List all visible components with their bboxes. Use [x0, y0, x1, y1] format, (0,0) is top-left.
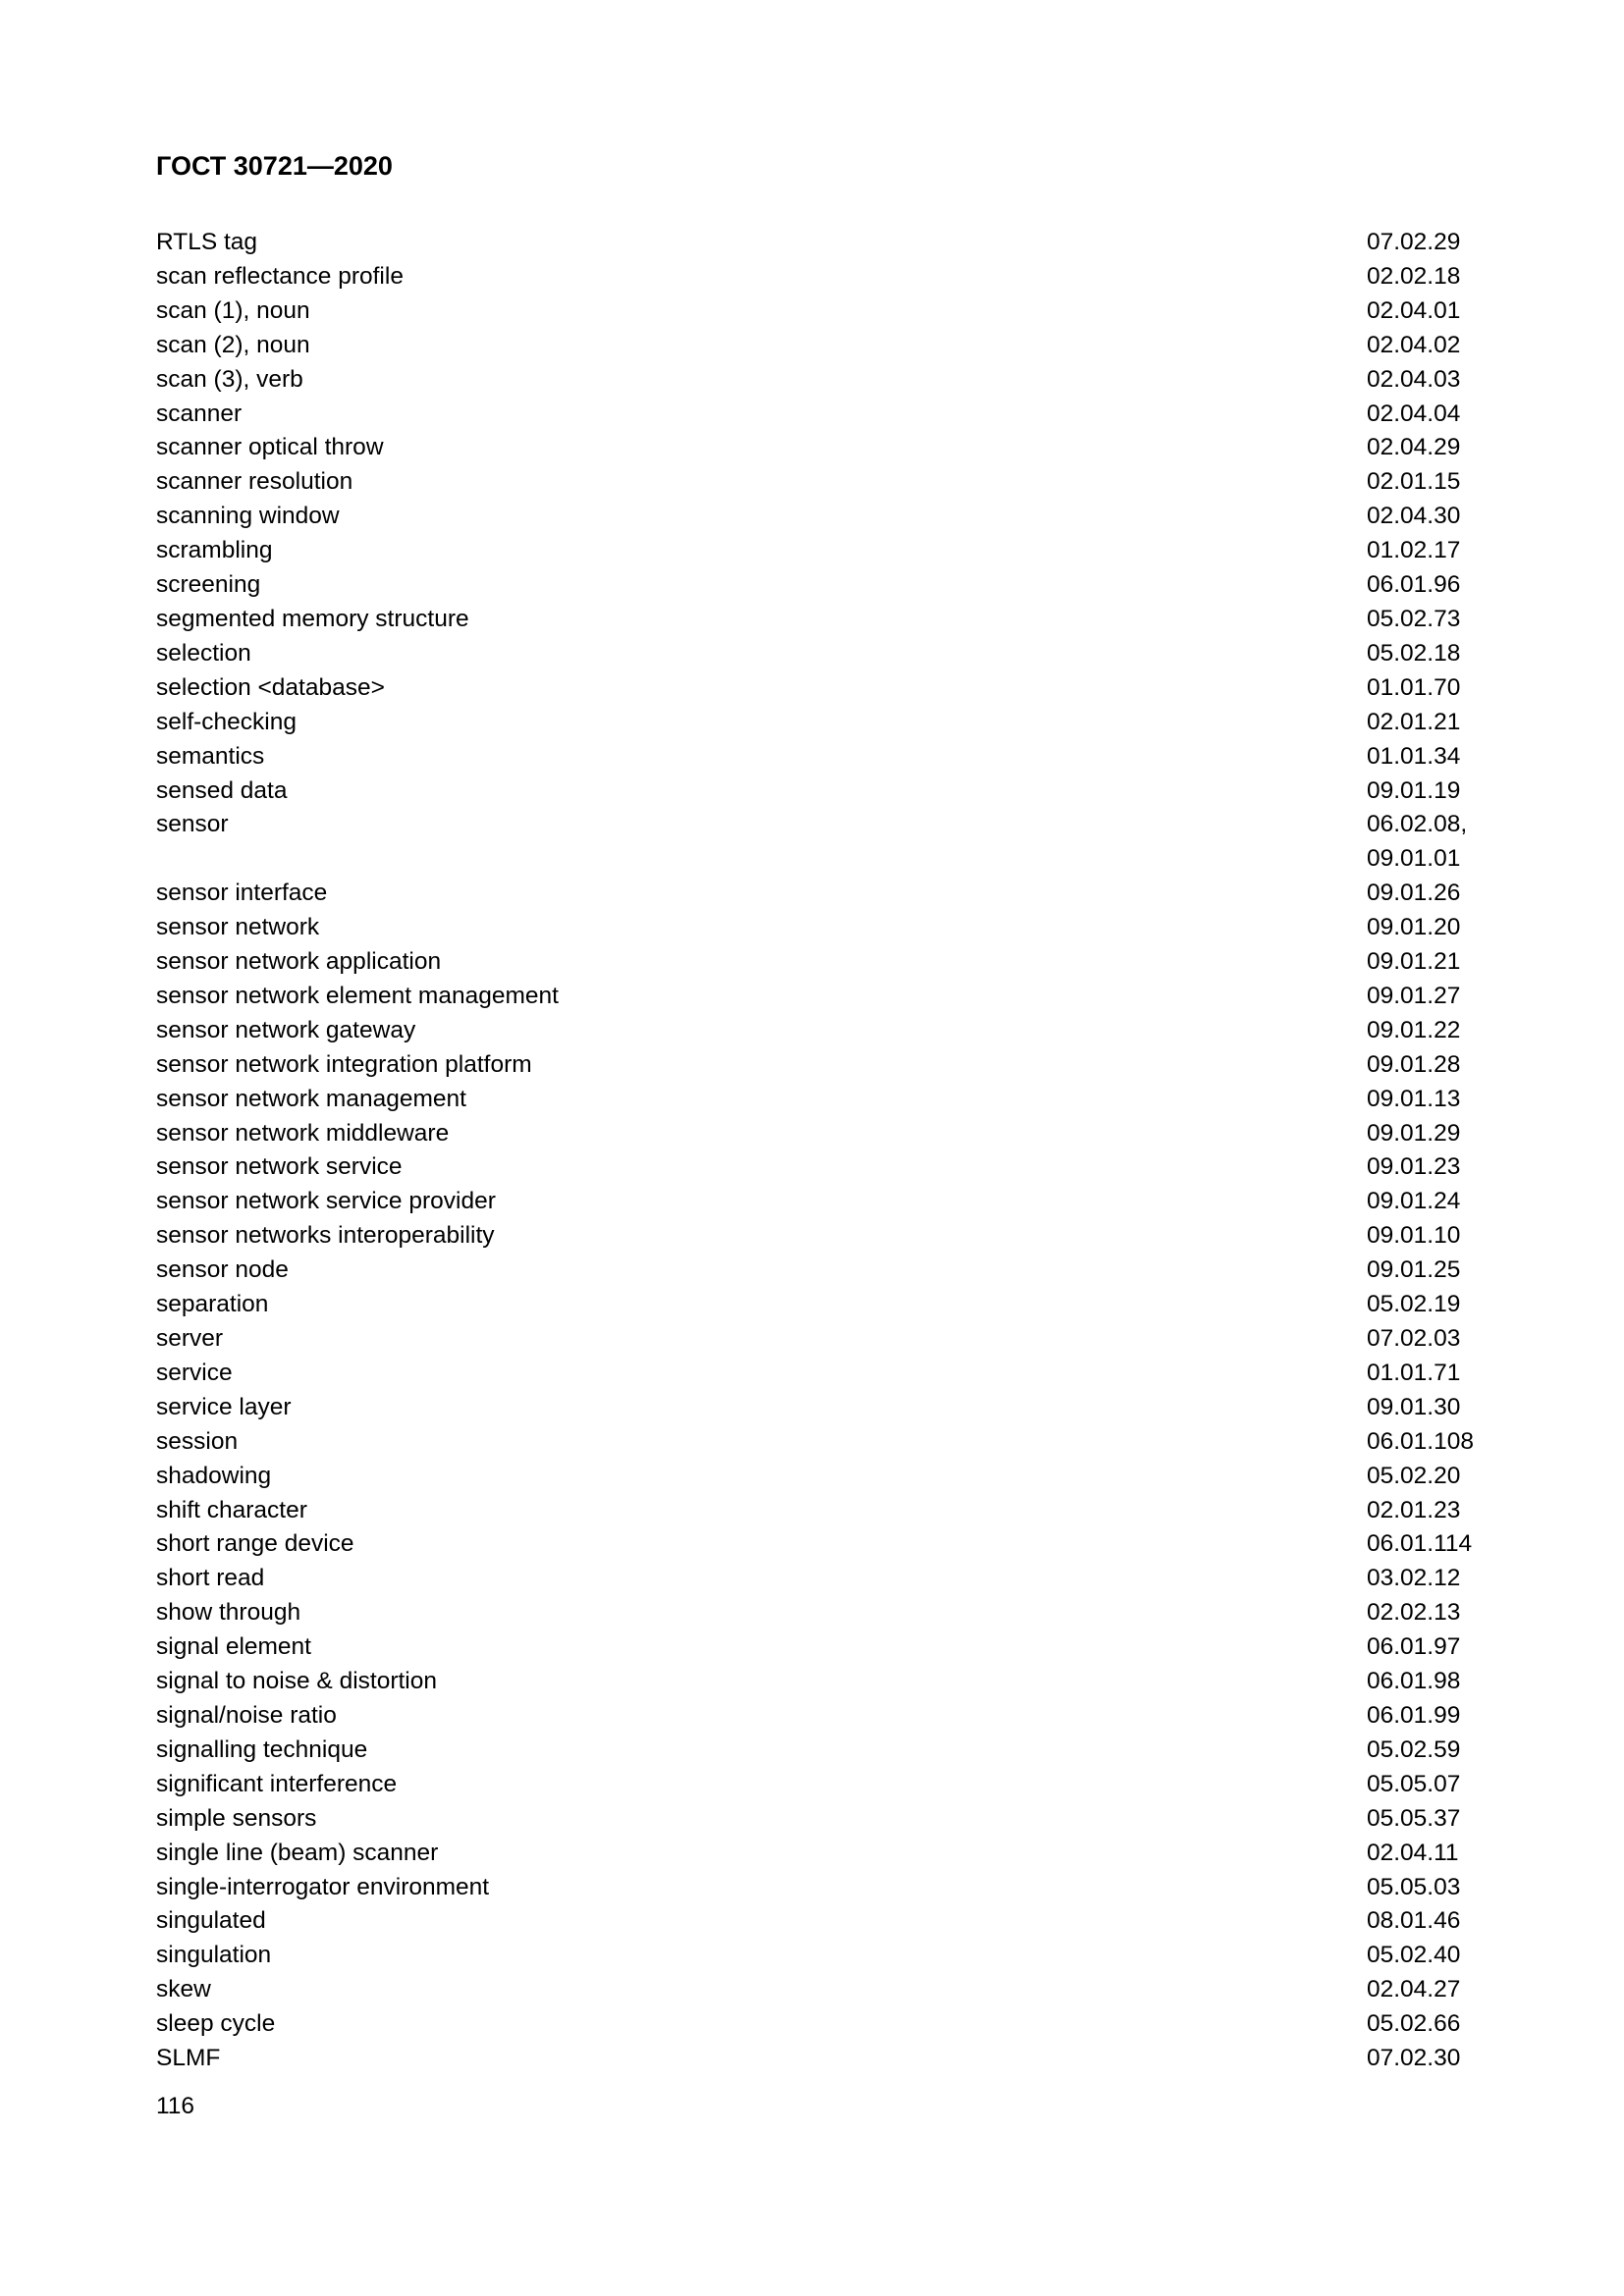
index-entry-row — [156, 363, 1491, 398]
index-term-reference-number: 02.04.04 — [1367, 400, 1461, 427]
index-term-references — [1367, 500, 1491, 534]
index-term: sensor — [156, 811, 229, 838]
index-term-reference-number: 06.01.97 — [1367, 1633, 1461, 1661]
index-term-reference-number: 02.01.15 — [1367, 468, 1461, 496]
index-term: selection <database> — [156, 673, 385, 701]
index-term-reference-number: 05.02.40 — [1367, 1942, 1461, 1969]
index-term: scan (3), verb — [156, 365, 303, 393]
index-term-reference-number: 09.01.29 — [1367, 1119, 1461, 1147]
index-term: sensor node — [156, 1256, 289, 1284]
index-term-references — [1367, 1254, 1491, 1288]
index-term-references — [1367, 568, 1491, 603]
index-term-references — [1367, 1117, 1491, 1151]
index-term: signal element — [156, 1633, 311, 1661]
index-term-references — [1367, 431, 1491, 465]
index-term: scan reflectance profile — [156, 262, 404, 290]
term-index-list — [156, 226, 1491, 2076]
index-term: singulated — [156, 1907, 266, 1935]
index-term: significant interference — [156, 1770, 398, 1797]
index-entry-row — [156, 945, 1491, 980]
index-term: scan (2), noun — [156, 331, 310, 358]
index-term-references — [1367, 1837, 1491, 1871]
index-term-reference-number: 05.02.59 — [1367, 1735, 1461, 1763]
index-term-references — [1367, 740, 1491, 774]
index-term-references — [1367, 1083, 1491, 1117]
index-term: self-checking — [156, 708, 297, 735]
index-term: service layer — [156, 1393, 292, 1420]
page-number: 116 — [156, 2093, 195, 2119]
index-term: sensor network service — [156, 1153, 403, 1181]
index-entry-row — [156, 1562, 1491, 1596]
index-term-references — [1367, 1048, 1491, 1083]
index-term-references — [1367, 1219, 1491, 1254]
index-entry-row — [156, 1391, 1491, 1425]
index-entry-row — [156, 568, 1491, 603]
index-term-references — [1367, 637, 1491, 671]
index-term-reference-number: 09.01.10 — [1367, 1222, 1461, 1250]
index-entry-row — [156, 1665, 1491, 1699]
index-entry-row — [156, 1871, 1491, 1905]
index-entry-row — [156, 1322, 1491, 1357]
index-term: sensed data — [156, 776, 288, 804]
index-term-reference-number: 09.01.27 — [1367, 982, 1461, 1009]
index-term: scrambling — [156, 537, 273, 564]
index-term-references — [1367, 671, 1491, 706]
index-entry-row — [156, 808, 1491, 877]
index-entry-row — [156, 740, 1491, 774]
index-term-references — [1367, 226, 1491, 260]
index-term-reference-number: 02.04.01 — [1367, 296, 1461, 324]
index-term-reference-number: 09.01.22 — [1367, 1016, 1461, 1043]
index-term-references — [1367, 1150, 1491, 1185]
index-entry-row — [156, 1630, 1491, 1665]
index-term-references — [1367, 398, 1491, 432]
index-term-references — [1367, 1288, 1491, 1322]
index-term-reference-number: 09.01.13 — [1367, 1085, 1461, 1112]
index-term: single line (beam) scanner — [156, 1839, 439, 1866]
index-entry-row — [156, 260, 1491, 294]
index-term: semantics — [156, 742, 265, 770]
index-term: shift character — [156, 1496, 307, 1523]
index-entry-row — [156, 671, 1491, 706]
index-term-reference-number: 09.01.20 — [1367, 914, 1461, 941]
index-term-references — [1367, 534, 1491, 568]
index-term-reference-number: 05.02.18 — [1367, 639, 1461, 667]
index-term-reference-number: 02.01.21 — [1367, 708, 1461, 735]
index-entry-row — [156, 1904, 1491, 1939]
index-term: sensor network management — [156, 1085, 466, 1112]
index-term: sensor network gateway — [156, 1016, 416, 1043]
index-term: SLMF — [156, 2045, 221, 2072]
index-term-references — [1367, 1802, 1491, 1837]
index-term-references — [1367, 1562, 1491, 1596]
index-term-references — [1367, 1904, 1491, 1939]
index-term-references — [1367, 1665, 1491, 1699]
index-term: signal/noise ratio — [156, 1701, 337, 1729]
index-term-reference-number: 02.04.11 — [1367, 1839, 1459, 1866]
index-term: screening — [156, 571, 261, 599]
index-entry-row — [156, 877, 1491, 911]
index-term-references — [1367, 1630, 1491, 1665]
index-term: segmented memory structure — [156, 605, 469, 632]
index-term: selection — [156, 639, 251, 667]
index-term-references — [1367, 1322, 1491, 1357]
index-term-reference-number: 07.02.03 — [1367, 1325, 1461, 1352]
index-term: server — [156, 1325, 224, 1352]
index-term-reference-number: 06.01.99 — [1367, 1701, 1461, 1729]
index-term-reference-number: 05.02.73 — [1367, 605, 1461, 632]
index-term: session — [156, 1427, 239, 1455]
index-entry-row — [156, 1527, 1491, 1562]
index-term-references — [1367, 363, 1491, 398]
index-term-references — [1367, 1734, 1491, 1768]
index-term-references — [1367, 706, 1491, 740]
index-term-references — [1367, 980, 1491, 1014]
index-term-reference-number: 05.05.37 — [1367, 1804, 1461, 1832]
index-term-references — [1367, 1357, 1491, 1391]
index-entry-row — [156, 398, 1491, 432]
index-term-reference-number: 02.02.13 — [1367, 1599, 1461, 1627]
index-term-reference-number: 09.01.01 — [1367, 845, 1461, 873]
index-entry-row — [156, 1219, 1491, 1254]
index-term: shadowing — [156, 1462, 272, 1489]
index-term-reference-number: 08.01.46 — [1367, 1907, 1461, 1935]
index-term-reference-number: 02.04.03 — [1367, 365, 1461, 393]
index-term: simple sensors — [156, 1804, 317, 1832]
index-entry-row — [156, 1734, 1491, 1768]
index-term-references — [1367, 1494, 1491, 1528]
index-term-reference-number: 05.05.03 — [1367, 1873, 1461, 1900]
index-entry-row — [156, 294, 1491, 329]
index-term-references — [1367, 1939, 1491, 1973]
index-entry-row — [156, 911, 1491, 945]
index-term-references — [1367, 911, 1491, 945]
index-term-reference-number: 09.01.21 — [1367, 948, 1461, 976]
index-term-references — [1367, 260, 1491, 294]
index-entry-row — [156, 329, 1491, 363]
index-entry-row — [156, 1254, 1491, 1288]
index-entry-row — [156, 1185, 1491, 1219]
index-term: scanner resolution — [156, 468, 353, 496]
index-term-reference-number: 01.01.71 — [1367, 1359, 1461, 1386]
index-term-references — [1367, 1699, 1491, 1734]
index-term-references — [1367, 808, 1491, 877]
index-term: service — [156, 1359, 233, 1386]
index-term-references — [1367, 294, 1491, 329]
index-term-reference-number: 02.04.02 — [1367, 331, 1461, 358]
index-entry-row — [156, 1117, 1491, 1151]
index-term-reference-number: 01.02.17 — [1367, 537, 1461, 564]
index-term-reference-number: 06.01.96 — [1367, 571, 1461, 599]
index-term: sensor network service provider — [156, 1188, 496, 1215]
index-term: short read — [156, 1565, 265, 1592]
index-term: sensor network integration platform — [156, 1050, 532, 1078]
index-entry-row — [156, 1973, 1491, 2007]
index-term: scanner — [156, 400, 243, 427]
index-term-reference-number: 06.02.08, — [1367, 811, 1468, 838]
index-term-reference-number: 01.01.34 — [1367, 742, 1461, 770]
index-term-reference-number: 05.02.66 — [1367, 2010, 1461, 2038]
index-entry-row — [156, 1699, 1491, 1734]
index-term-references — [1367, 774, 1491, 809]
index-term-references — [1367, 329, 1491, 363]
index-term-references — [1367, 1425, 1491, 1460]
index-term: RTLS tag — [156, 229, 258, 255]
index-term-reference-number: 05.02.20 — [1367, 1462, 1461, 1489]
index-entry-row — [156, 1768, 1491, 1802]
index-term-reference-number: 09.01.28 — [1367, 1050, 1461, 1078]
index-term-reference-number: 06.01.114 — [1367, 1530, 1473, 1558]
index-term-reference-number: 02.04.29 — [1367, 434, 1461, 461]
index-entry-row — [156, 1802, 1491, 1837]
index-term-references — [1367, 1185, 1491, 1219]
index-term: short range device — [156, 1530, 354, 1558]
index-term: sensor network — [156, 914, 320, 941]
index-term-references — [1367, 1768, 1491, 1802]
index-term: signalling technique — [156, 1735, 368, 1763]
index-term-reference-number: 07.02.29 — [1367, 229, 1461, 255]
index-entry-row — [156, 1425, 1491, 1460]
index-term: scanner optical throw — [156, 434, 384, 461]
index-entry-row — [156, 603, 1491, 637]
index-term: sensor interface — [156, 880, 328, 907]
index-entry-row — [156, 226, 1491, 260]
index-term: skew — [156, 1976, 211, 2003]
index-entry-row — [156, 1150, 1491, 1185]
index-term-references — [1367, 2007, 1491, 2042]
index-term-reference-number: 05.02.19 — [1367, 1291, 1461, 1318]
index-entry-row — [156, 1939, 1491, 1973]
index-entry-row — [156, 500, 1491, 534]
index-term-references — [1367, 1527, 1491, 1562]
index-term-reference-number: 09.01.19 — [1367, 776, 1461, 804]
index-term-references — [1367, 1871, 1491, 1905]
index-term-reference-number: 06.01.98 — [1367, 1668, 1461, 1695]
index-term-references — [1367, 1391, 1491, 1425]
index-term-references — [1367, 603, 1491, 637]
index-term-reference-number: 01.01.70 — [1367, 673, 1461, 701]
index-entry-row — [156, 1048, 1491, 1083]
index-term: scan (1), noun — [156, 296, 310, 324]
index-term: singulation — [156, 1942, 272, 1969]
index-term-reference-number: 02.02.18 — [1367, 262, 1461, 290]
index-entry-row — [156, 980, 1491, 1014]
index-term: signal to noise & distortion — [156, 1668, 437, 1695]
index-term-reference-number: 09.01.26 — [1367, 880, 1461, 907]
index-term-reference-number: 07.02.30 — [1367, 2045, 1461, 2072]
index-entry-row — [156, 1596, 1491, 1630]
index-entry-row — [156, 2007, 1491, 2042]
index-term: scanning window — [156, 503, 340, 530]
index-entry-row — [156, 1083, 1491, 1117]
index-term-references — [1367, 1596, 1491, 1630]
index-term: sensor network application — [156, 948, 442, 976]
index-term-references — [1367, 1973, 1491, 2007]
index-term-references — [1367, 945, 1491, 980]
index-entry-row — [156, 534, 1491, 568]
index-entry-row — [156, 774, 1491, 809]
index-term: sensor networks interoperability — [156, 1222, 495, 1250]
index-term-reference-number: 02.01.23 — [1367, 1496, 1461, 1523]
index-term: single-interrogator environment — [156, 1873, 490, 1900]
index-term: sleep cycle — [156, 2010, 276, 2038]
index-entry-row — [156, 1288, 1491, 1322]
index-term-references — [1367, 1014, 1491, 1048]
index-entry-row — [156, 431, 1491, 465]
document-code-header: ГОСТ 30721—2020 — [156, 151, 393, 181]
index-term: separation — [156, 1291, 269, 1318]
index-term-references — [1367, 2042, 1491, 2076]
index-entry-row — [156, 1494, 1491, 1528]
index-term-references — [1367, 1460, 1491, 1494]
index-term-reference-number: 03.02.12 — [1367, 1565, 1461, 1592]
index-term-reference-number: 09.01.23 — [1367, 1153, 1461, 1181]
index-term-reference-number: 09.01.30 — [1367, 1393, 1461, 1420]
index-term-reference-number: 02.04.27 — [1367, 1976, 1461, 2003]
index-entry-row — [156, 2042, 1491, 2076]
index-term-reference-number: 09.01.24 — [1367, 1188, 1461, 1215]
index-entry-row — [156, 1837, 1491, 1871]
index-entry-row — [156, 465, 1491, 500]
index-entry-row — [156, 706, 1491, 740]
index-term: sensor network middleware — [156, 1119, 450, 1147]
index-term-references — [1367, 877, 1491, 911]
index-entry-row — [156, 1014, 1491, 1048]
index-term: sensor network element management — [156, 982, 559, 1009]
index-entry-row — [156, 1460, 1491, 1494]
index-entry-row — [156, 1357, 1491, 1391]
index-term-reference-number: 05.05.07 — [1367, 1770, 1461, 1797]
index-term-reference-number: 06.01.108 — [1367, 1427, 1474, 1455]
index-term-reference-number: 09.01.25 — [1367, 1256, 1461, 1284]
index-term-references — [1367, 465, 1491, 500]
index-term: show through — [156, 1599, 301, 1627]
index-term-reference-number: 02.04.30 — [1367, 503, 1461, 530]
index-entry-row — [156, 637, 1491, 671]
